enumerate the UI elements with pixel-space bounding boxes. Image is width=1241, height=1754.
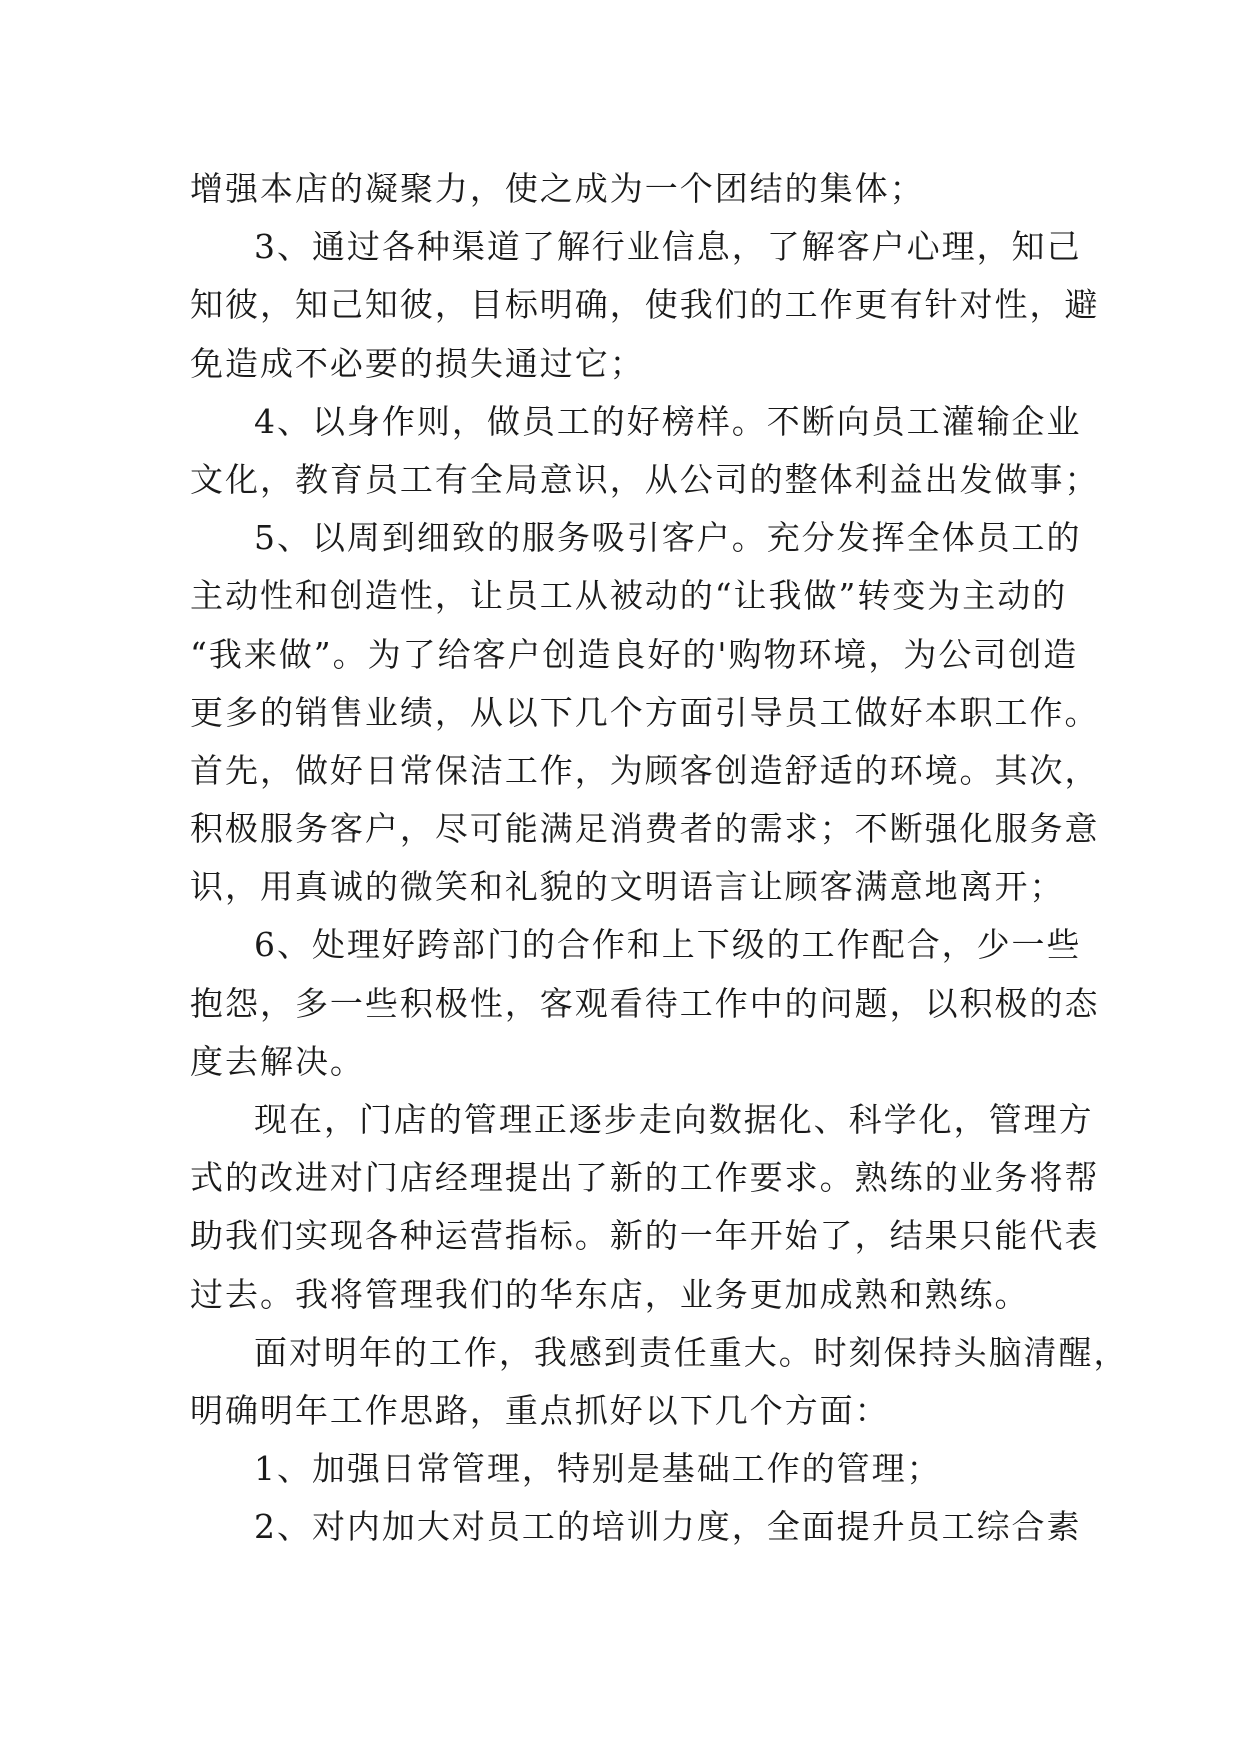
text-line: 3、通过各种渠道了解行业信息，了解客户心理，知己 [254, 227, 1082, 267]
text-line: 首先，做好日常保洁工作，为顾客创造舒适的环境。其次， [190, 750, 1100, 790]
text-line: 1、加强日常管理，特别是基础工作的管理； [254, 1449, 942, 1489]
text-line: 抱怨，多一些积极性，客观看待工作中的问题，以积极的态 [190, 983, 1100, 1023]
text-line: 主动性和创造性，让员工从被动的“让我做”转变为主动的 [190, 576, 1068, 616]
text-line: 过去。我将管理我们的华东店，业务更加成熟和熟练。 [190, 1274, 1030, 1314]
text-line: 知彼，知己知彼，目标明确，使我们的工作更有针对性，避 [190, 285, 1100, 325]
text-line: 度去解决。 [190, 1041, 365, 1081]
text-line: 式的改进对门店经理提出了新的工作要求。熟练的业务将帮 [190, 1158, 1100, 1198]
text-line: 现在，门店的管理正逐步走向数据化、科学化，管理方 [254, 1100, 1094, 1139]
text-line: 4、以身作则，做员工的好榜样。不断向员工灌输企业 [254, 401, 1082, 441]
text-line: 明确明年工作思路，重点抓好以下几个方面： [190, 1390, 890, 1430]
text-line: 助我们实现各种运营指标。新的一年开始了，结果只能代表 [190, 1216, 1100, 1256]
text-line: 面对明年的工作，我感到责任重大。时刻保持头脑清醒， [254, 1332, 1129, 1372]
text-line: 免造成不必要的损失通过它； [190, 343, 645, 383]
text-line: 更多的销售业绩，从以下几个方面引导员工做好本职工作。 [190, 692, 1100, 732]
text-line: 积极服务客户，尽可能满足消费者的需求；不断强化服务意 [190, 809, 1100, 849]
text-line: 5、以周到细致的服务吸引客户。充分发挥全体员工的 [254, 518, 1082, 558]
text-line: 6、处理好跨部门的合作和上下级的工作配合，少一些 [254, 925, 1082, 965]
text-line: 增强本店的凝聚力，使之成为一个团结的集体； [190, 169, 925, 208]
text-line: 2、对内加大对员工的培训力度，全面提升员工综合素 [254, 1507, 1082, 1547]
text-line: 文化，教育员工有全局意识，从公司的整体利益出发做事； [190, 459, 1100, 499]
text-line: 识，用真诚的微笑和礼貌的文明语言让顾客满意地离开； [190, 867, 1065, 907]
document-body [190, 160, 1129, 1557]
text-line: “我来做”。为了给客户创造良好的'购物环境，为公司创造 [190, 634, 1079, 674]
